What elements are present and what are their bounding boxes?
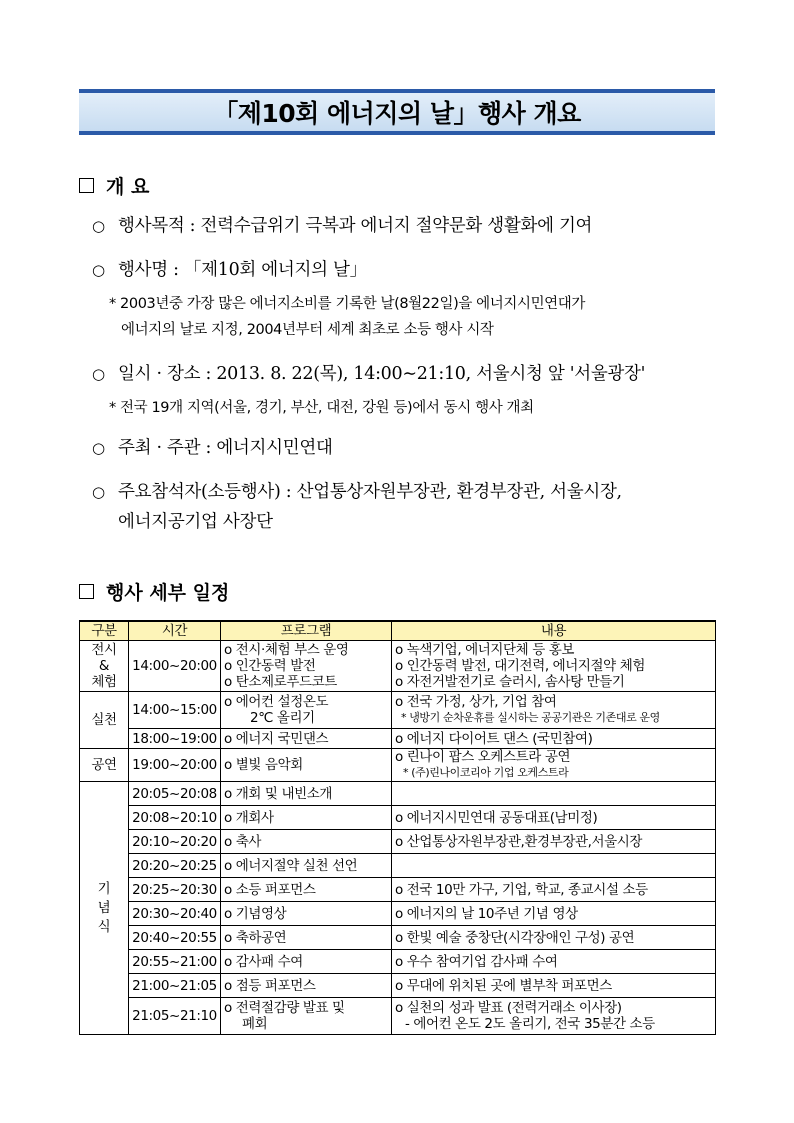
content-cell: o 에너지 다이어트 댄스 (국민참여): [392, 729, 716, 749]
category-char: 념: [97, 899, 111, 916]
table-row: [80, 998, 716, 1035]
circle-bullet-icon: ○: [92, 439, 105, 457]
table-row: [80, 830, 716, 854]
category-char: 기: [97, 880, 111, 897]
content-cell: o 전국 10만 가구, 기업, 학교, 종교시설 소등: [392, 878, 716, 902]
title-banner: [79, 89, 715, 135]
page-title: 「제10회 에너지의 날」행사 개요: [213, 99, 581, 128]
content-note: * 냉방기 순차운휴를 실시하는 공공기관은 기존대로 운영: [401, 711, 660, 724]
program-cell: o 개회 및 내빈소개: [221, 782, 392, 806]
overview-host: [92, 434, 333, 459]
time-cell: 14:00~15:00: [129, 692, 221, 729]
host-text: 주최 · 주관 : 에너지시민연대: [118, 438, 333, 458]
schedule-table: [79, 620, 716, 1035]
table-row: [80, 854, 716, 878]
program-line: o 탄소제로푸드코트: [224, 674, 337, 690]
overview-attendees: [92, 478, 622, 503]
attendees-text-2: 에너지공기업 사장단: [118, 512, 273, 532]
circle-bullet-icon: ○: [92, 261, 105, 279]
square-bullet-icon: [79, 584, 94, 599]
time-cell: 20:55~21:00: [129, 950, 221, 974]
content-cell: [392, 641, 716, 692]
program-cell: o 소등 퍼포먼스: [221, 878, 392, 902]
category-text: 체험: [91, 674, 117, 690]
table-row: [80, 878, 716, 902]
program-line: o 에어컨 설정온도: [224, 694, 329, 710]
time-cell: 20:30~20:40: [129, 902, 221, 926]
content-cell: [392, 692, 716, 729]
category-ceremony: [80, 782, 129, 1035]
program-cell: [221, 692, 392, 729]
content-cell: [392, 998, 716, 1035]
category-text: 전시: [91, 642, 117, 658]
time-cell: 21:00~21:05: [129, 974, 221, 998]
content-cell: [392, 749, 716, 782]
content-line: o 인간동력 발전, 대기전력, 에너지절약 체험: [395, 658, 645, 674]
content-cell: o 에너지의 날 10주년 기념 영상: [392, 902, 716, 926]
purpose-text: 행사목적 : 전력수급위기 극복과 에너지 절약문화 생활화에 기여: [118, 216, 593, 236]
content-line: o 실천의 성과 발표 (전력거래소 이사장): [395, 1000, 622, 1016]
overview-name: [92, 256, 367, 281]
program-line: o 전력절감량 발표 및: [224, 1000, 345, 1016]
content-cell: [392, 854, 716, 878]
time-cell: 14:00~20:00: [129, 641, 221, 692]
category-text: &: [98, 658, 110, 674]
time-cell: 19:00~20:00: [129, 749, 221, 782]
category-performance: 공연: [80, 749, 129, 782]
table-row: [80, 782, 716, 806]
table-row-exhibit: [80, 641, 716, 692]
table-row: [80, 926, 716, 950]
section-schedule-heading: 행사 세부 일정: [106, 582, 230, 604]
category-exhibit: [80, 641, 129, 692]
time-cell: 20:05~20:08: [129, 782, 221, 806]
header-time: 시간: [129, 621, 221, 641]
header-category: 구분: [80, 621, 129, 641]
program-cell: [221, 998, 392, 1035]
header-content: 내용: [392, 621, 716, 641]
name-note-2: 에너지의 날로 지정, 2004년부터 세계 최초로 소등 행사 시작: [121, 322, 494, 338]
content-line: o 린나이 팝스 오케스트라 공연: [395, 749, 571, 765]
program-cell: o 에너지절약 실천 선언: [221, 854, 392, 878]
table-row: [80, 974, 716, 998]
table-row-practice-2: [80, 729, 716, 749]
program-cell: o 별빛 음악회: [221, 749, 392, 782]
time-cell: 20:20~20:25: [129, 854, 221, 878]
table-row-practice-1: [80, 692, 716, 729]
content-cell: o 무대에 위치된 곳에 별부착 퍼포먼스: [392, 974, 716, 998]
datetime-text: 일시 · 장소 : 2013. 8. 22(목), 14:00∼21:10, 서울시청 앞 '서울광장': [118, 364, 646, 384]
content-line: o 전국 가정, 상가, 기업 참여: [395, 694, 557, 710]
circle-bullet-icon: ○: [92, 365, 105, 383]
time-cell: 20:40~20:55: [129, 926, 221, 950]
program-cell: o 축하공연: [221, 926, 392, 950]
time-cell: 20:10~20:20: [129, 830, 221, 854]
content-cell: o 산업통상자원부장관,환경부장관,서울시장: [392, 830, 716, 854]
content-line: o 녹색기업, 에너지단체 등 홍보: [395, 642, 575, 658]
header-program: 프로그램: [221, 621, 392, 641]
table-row: [80, 806, 716, 830]
program-cell: o 기념영상: [221, 902, 392, 926]
time-cell: 18:00~19:00: [129, 729, 221, 749]
program-line: 2℃ 올리기: [250, 710, 315, 726]
program-line: o 인간동력 발전: [224, 658, 316, 674]
square-bullet-icon: [79, 178, 94, 193]
content-cell: o 한빛 예술 중창단(시각장애인 구성) 공연: [392, 926, 716, 950]
section-overview: [79, 172, 149, 199]
table-row: [80, 902, 716, 926]
circle-bullet-icon: ○: [92, 217, 105, 235]
time-cell: 20:25~20:30: [129, 878, 221, 902]
program-cell: o 개회사: [221, 806, 392, 830]
name-text: 행사명 : 「제10회 에너지의 날」: [118, 260, 367, 280]
content-line: - 에어컨 온도 2도 올리기, 전국 35분간 소등: [405, 1016, 655, 1032]
content-line: o 자전거발전기로 슬러시, 솜사탕 만들기: [395, 674, 625, 690]
category-practice: 실천: [80, 692, 129, 749]
table-row-performance: [80, 749, 716, 782]
program-line: 폐회: [242, 1016, 268, 1032]
program-line: o 전시·체험 부스 운영: [224, 642, 349, 658]
section-overview-heading: 개 요: [106, 176, 150, 198]
overview-purpose: [92, 212, 592, 237]
circle-bullet-icon: ○: [92, 483, 105, 501]
category-char: 식: [97, 918, 111, 935]
time-cell: 21:05~21:10: [129, 998, 221, 1035]
program-cell: o 축사: [221, 830, 392, 854]
content-cell: o 에너지시민연대 공동대표(남미정): [392, 806, 716, 830]
program-cell: o 에너지 국민댄스: [221, 729, 392, 749]
program-cell: o 점등 퍼포먼스: [221, 974, 392, 998]
name-note-1: * 2003년중 가장 많은 에너지소비를 기록한 날(8월22일)을 에너지시민연대가: [109, 296, 585, 312]
content-cell: o 우수 참여기업 감사패 수여: [392, 950, 716, 974]
overview-datetime: [92, 360, 645, 385]
program-cell: o 감사패 수여: [221, 950, 392, 974]
table-header-row: [80, 621, 716, 641]
content-cell: [392, 782, 716, 806]
section-schedule: [79, 578, 229, 605]
content-note: * (주)린나이코리아 기업 오케스트라: [403, 766, 569, 779]
table-row: [80, 950, 716, 974]
datetime-note: * 전국 19개 지역(서울, 경기, 부산, 대전, 강원 등)에서 동시 행사 개최: [109, 400, 534, 416]
attendees-text-1: 주요참석자(소등행사) : 산업통상자원부장관, 환경부장관, 서울시장,: [118, 482, 622, 502]
program-cell: [221, 641, 392, 692]
time-cell: 20:08~20:10: [129, 806, 221, 830]
